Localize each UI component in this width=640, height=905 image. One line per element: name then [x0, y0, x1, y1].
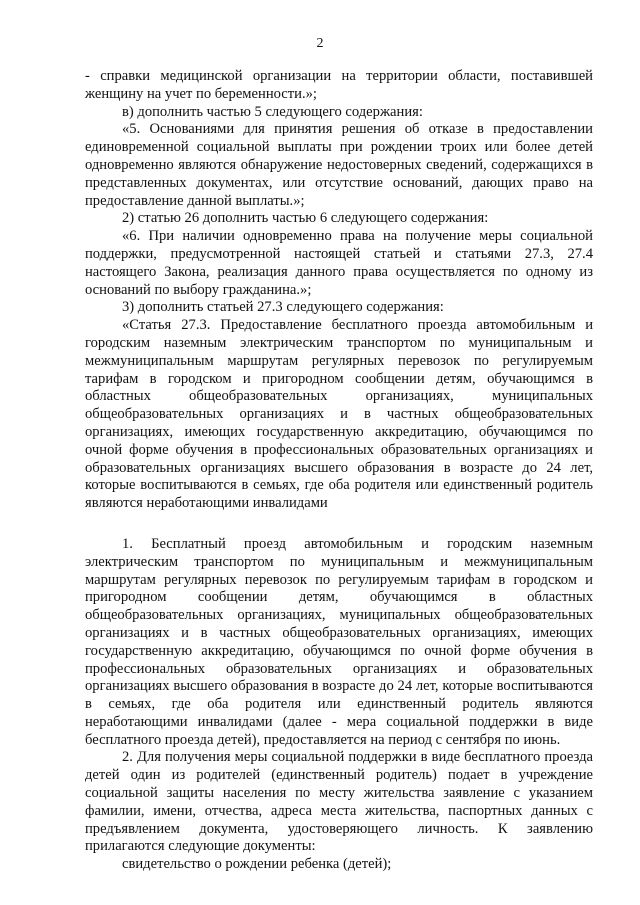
paragraph-spravki: - справки медицинской организации на территории области, поставившей женщину на учет по беременности.»;: [85, 68, 593, 102]
paragraph-article-27-3-item-2: 2. Для получения меры социальной поддержки в виде бесплатного проезда детей один из родителей (единственный родитель) подает в учреждение социальной защиты населения по месту жительства заявление с указанием фамилии, имени, отчества, адреса места жительства, паспортных данных с предъявлением документа, удостоверяющего личность. К заявлению прилагаются следующие документы:: [85, 749, 593, 855]
paragraph-part-6: «6. При наличии одновременно права на получение меры социальной поддержки, предусмотренной настоящей статьей и статьями 27.3, 27.4 настоящего Закона, реализация данного права осуществляется по одному из оснований по выбору гражданина.»;: [85, 228, 593, 298]
document-body: [85, 68, 593, 874]
paragraph-article-27-3-title: «Статья 27.3. Предоставление бесплатного проезда автомобильным и городским наземным электрическим транспортом по муниципальным и межмуниципальным маршрутам регулярных перевозок по регулируемым тарифам в городском и пригородном сообщении детям, обучающимся в областных общеобразовательных организациях, муниципальных общеобразовательных организациях и в частных общеобразовательных организациях, имеющих государственную аккредитацию, обучающимся по очной форме обучения в профессиональных образовательных организациях и образовательных организациях высшего образования в возрасте до 24 лет, которые воспитываются в семьях, где оба родителя или единственный родитель являются неработающими инвалидами: [85, 317, 593, 512]
paragraph-part-5: «5. Основаниями для принятия решения об отказе в предоставлении единовременной социальной выплаты при рождении троих или более детей одновременно являются обнаружение недостоверных сведений, содержащихся в представленных документах, или отсутствие оснований, дающих право на предоставление данной выплаты.»;: [85, 121, 593, 209]
paragraph-amendment-v: в) дополнить частью 5 следующего содержания:: [122, 103, 423, 120]
page-number: 2: [316, 36, 324, 51]
paragraph-amendment-2: 2) статью 26 дополнить частью 6 следующего содержания:: [122, 210, 489, 227]
paragraph-amendment-3: 3) дополнить статьей 27.3 следующего содержания:: [122, 299, 444, 316]
paragraph-article-27-3-item-1: 1. Бесплатный проезд автомобильным и городским наземным электрическим транспортом по муниципальным и межмуниципальным маршрутам регулярных перевозок по регулируемым тарифам в городском и пригородном сообщении детям, обучающимся в областных общеобразовательных организациях, муниципальных общеобразовательных организациях и в частных общеобразовательных организациях, имеющих государственную аккредитацию, обучающимся по очной форме обучения в профессиональных образовательных организациях и образовательных организациях высшего образования в возрасте до 24 лет, которые воспитываются в семьях, где оба родителя или единственный родитель являются неработающими инвалидами (далее - мера социальной поддержки в виде бесплатного проезда детей), предоставляется на период с сентября по июнь.: [85, 535, 593, 748]
paragraph-birth-certificate: свидетельство о рождении ребенка (детей);: [122, 856, 392, 873]
